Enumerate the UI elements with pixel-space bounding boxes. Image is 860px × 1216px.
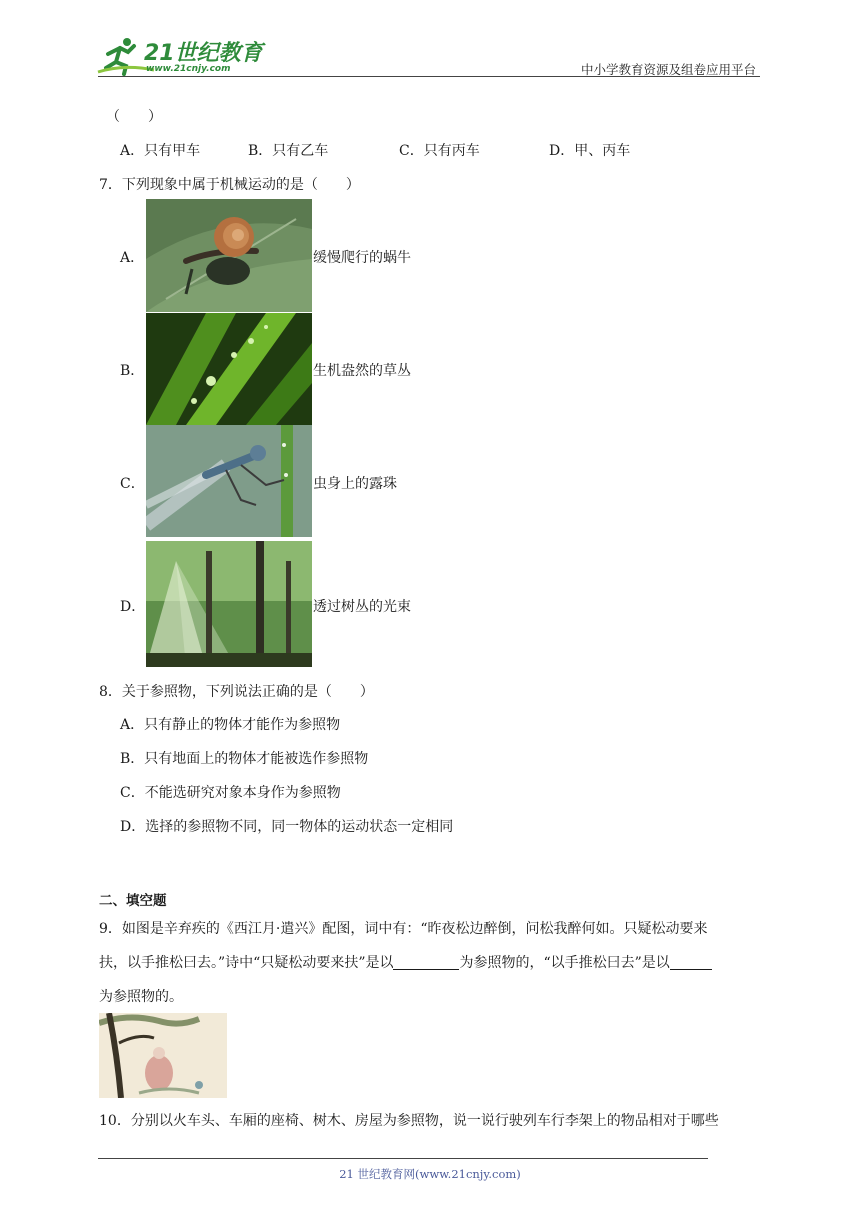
q7-option-b-text: 生机盎然的草丛 <box>313 363 411 379</box>
q9-blank-2[interactable] <box>670 955 712 970</box>
q6-option-c: C．只有丙车 <box>399 143 480 159</box>
q9-blank-1[interactable] <box>393 955 459 970</box>
grass-image <box>146 313 312 425</box>
poem-painting-image <box>99 1013 227 1098</box>
q7-option-a-text: 缓慢爬行的蜗牛 <box>313 250 411 266</box>
q8-option-b: B．只有地面上的物体才能被选作参照物 <box>120 751 369 767</box>
q6-option-a: A．只有甲车 <box>120 143 201 159</box>
q7-option-d-text: 透过树丛的光束 <box>313 599 411 615</box>
q6-option-d: D．甲、丙车 <box>549 143 631 159</box>
q9-line-2a: 扶，以手推松曰去。”诗中“只疑松动要来扶”是以 <box>99 955 394 971</box>
site-logo <box>94 34 264 78</box>
logo-title: 21世纪教育 <box>144 41 263 66</box>
q8-option-d: D．选择的参照物不同，同一物体的运动状态一定相同 <box>120 819 454 835</box>
q9-line-1: 9．如图是辛弃疾的《西江月·遣兴》配图，词中有：“昨夜松边醉倒，问松我醉何如。只疑松动要来 <box>99 921 708 937</box>
footer-link[interactable]: 21 世纪教育网(www.21cnjy.com) <box>339 1167 521 1181</box>
forest-light-image <box>146 541 312 667</box>
q9-line-2b: 为参照物的，“以手推松曰去”是以 <box>459 955 670 971</box>
q8-stem: 8．关于参照物，下列说法正确的是（ ） <box>99 684 374 700</box>
snail-image <box>146 199 312 312</box>
q7-option-b-letter: B． <box>120 363 145 379</box>
q10-line-1: 10．分别以火车头、车厢的座椅、树木、房屋为参照物，说一说行驶列车行李架上的物品相对于哪些 <box>99 1113 719 1129</box>
q8-option-c: C．不能选研究对象本身作为参照物 <box>120 785 341 801</box>
footer-divider <box>98 1158 708 1159</box>
q7-option-a-letter: A． <box>120 250 145 266</box>
header-platform-text: 中小学教育资源及组卷应用平台 <box>580 62 756 77</box>
q7-stem: 7．下列现象中属于机械运动的是（ ） <box>99 177 360 193</box>
q6-paren: （ ） <box>106 109 162 125</box>
q7-option-d-letter: D． <box>120 599 146 615</box>
header-divider <box>98 76 760 77</box>
logo-url: www.21cnjy.com <box>146 64 231 74</box>
q9-line-3: 为参照物的。 <box>99 989 183 1005</box>
q9-line-2 <box>99 952 712 972</box>
q7-option-c-text: 虫身上的露珠 <box>313 476 397 492</box>
q6-option-b: B．只有乙车 <box>248 143 329 159</box>
q7-option-c-letter: C． <box>120 476 145 492</box>
q8-option-a: A．只有静止的物体才能作为参照物 <box>120 717 341 733</box>
section-title: 二、填空题 <box>99 893 167 909</box>
dragonfly-image <box>146 425 312 537</box>
